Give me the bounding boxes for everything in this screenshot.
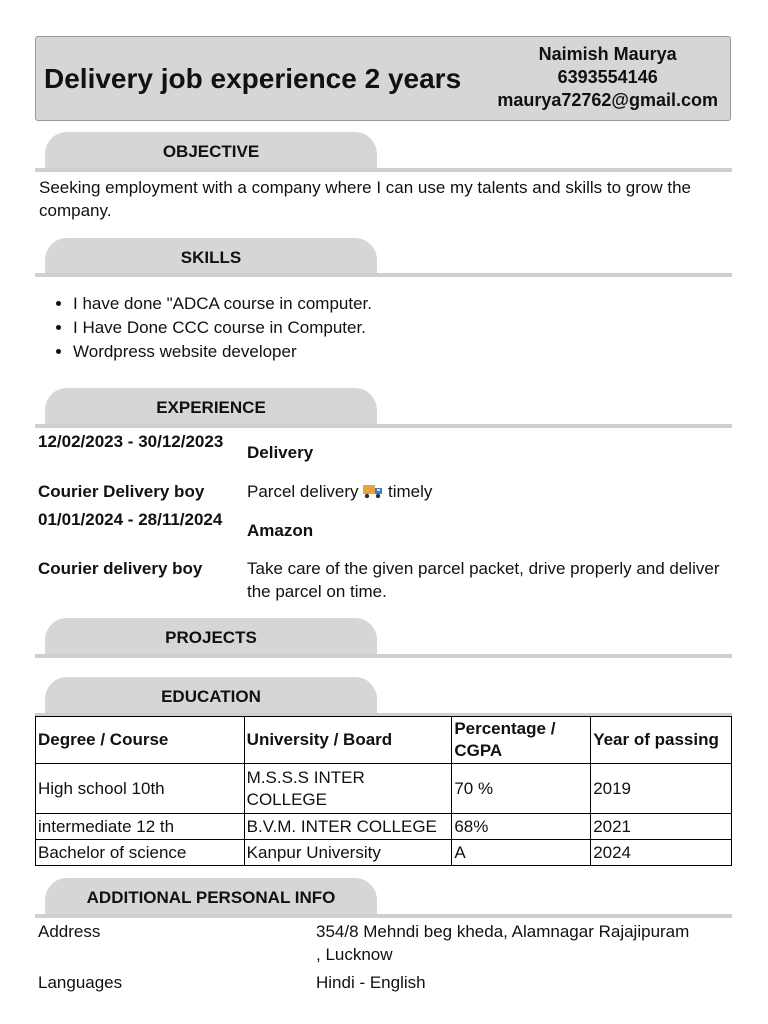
resume-header bbox=[35, 36, 731, 121]
table-cell: High school 10th bbox=[36, 764, 245, 814]
table-cell: Kanpur University bbox=[244, 840, 452, 866]
table-cell: 2024 bbox=[591, 840, 732, 866]
candidate-email: maurya72762@gmail.com bbox=[497, 90, 718, 110]
table-header-row bbox=[36, 717, 732, 764]
skills-list bbox=[39, 292, 372, 364]
info-value-address: 354/8 Mehndi beg kheda, Alamnagar Rajajipuram , Lucknow bbox=[316, 922, 690, 964]
section-divider bbox=[35, 654, 732, 658]
table-cell: M.S.S.S INTER COLLEGE bbox=[244, 764, 452, 814]
experience-company: Delivery bbox=[247, 443, 314, 462]
section-heading-skills: SKILLS bbox=[45, 238, 377, 276]
info-value-languages: Hindi - English bbox=[316, 973, 426, 992]
table-cell: A bbox=[452, 840, 591, 866]
delivery-truck-icon bbox=[363, 483, 383, 499]
list-item: • I have done "ADCA course in computer. bbox=[73, 292, 372, 316]
column-header: University / Board bbox=[244, 717, 452, 764]
section-heading-personal-info: ADDITIONAL PERSONAL INFO bbox=[45, 878, 377, 916]
table-row bbox=[36, 764, 732, 814]
table-cell: 2019 bbox=[591, 764, 732, 814]
section-divider bbox=[35, 273, 732, 277]
list-item: • I Have Done CCC course in Computer. bbox=[73, 316, 372, 340]
info-label-address: Address bbox=[38, 922, 101, 941]
experience-dates: 12/02/2023 - 30/12/2023 bbox=[38, 432, 224, 451]
experience-description: Take care of the given parcel packet, drive properly and deliver the parcel on time. bbox=[247, 559, 720, 601]
experience-role: Courier Delivery boy bbox=[38, 482, 205, 501]
candidate-phone: 6393554146 bbox=[557, 67, 658, 87]
column-header: Percentage / CGPA bbox=[452, 717, 591, 764]
table-cell: intermediate 12 th bbox=[36, 814, 245, 840]
table-cell: 68% bbox=[452, 814, 591, 840]
list-item: • Wordpress website developer bbox=[73, 340, 372, 364]
info-label-languages: Languages bbox=[38, 973, 123, 992]
section-heading-education: EDUCATION bbox=[45, 677, 377, 715]
column-header: Degree / Course bbox=[36, 717, 245, 764]
experience-company: Amazon bbox=[247, 521, 314, 540]
table-cell: 2021 bbox=[591, 814, 732, 840]
experience-dates: 01/01/2024 - 28/11/2024 bbox=[38, 510, 223, 529]
resume-title: Delivery job experience 2 years bbox=[44, 63, 462, 94]
table-cell: 70 % bbox=[452, 764, 591, 814]
experience-description: Parcel delivery timely bbox=[247, 482, 433, 501]
experience-role: Courier delivery boy bbox=[38, 559, 203, 578]
section-heading-experience: EXPERIENCE bbox=[45, 388, 377, 426]
objective-text: Seeking employment with a company where I can use my talents and skills to grow the company. bbox=[39, 178, 691, 220]
column-header: Year of passing bbox=[591, 717, 732, 764]
section-divider bbox=[35, 424, 732, 428]
candidate-name: Naimish Maurya bbox=[538, 44, 677, 64]
contact-block bbox=[497, 43, 718, 112]
section-divider bbox=[35, 168, 732, 172]
section-divider bbox=[35, 914, 732, 918]
section-heading-projects: PROJECTS bbox=[45, 618, 377, 656]
education-table bbox=[35, 716, 732, 866]
table-cell: Bachelor of science bbox=[36, 840, 245, 866]
table-cell: B.V.M. INTER COLLEGE bbox=[244, 814, 452, 840]
table-row bbox=[36, 840, 732, 866]
section-heading-objective: OBJECTIVE bbox=[45, 132, 377, 170]
table-row bbox=[36, 814, 732, 840]
